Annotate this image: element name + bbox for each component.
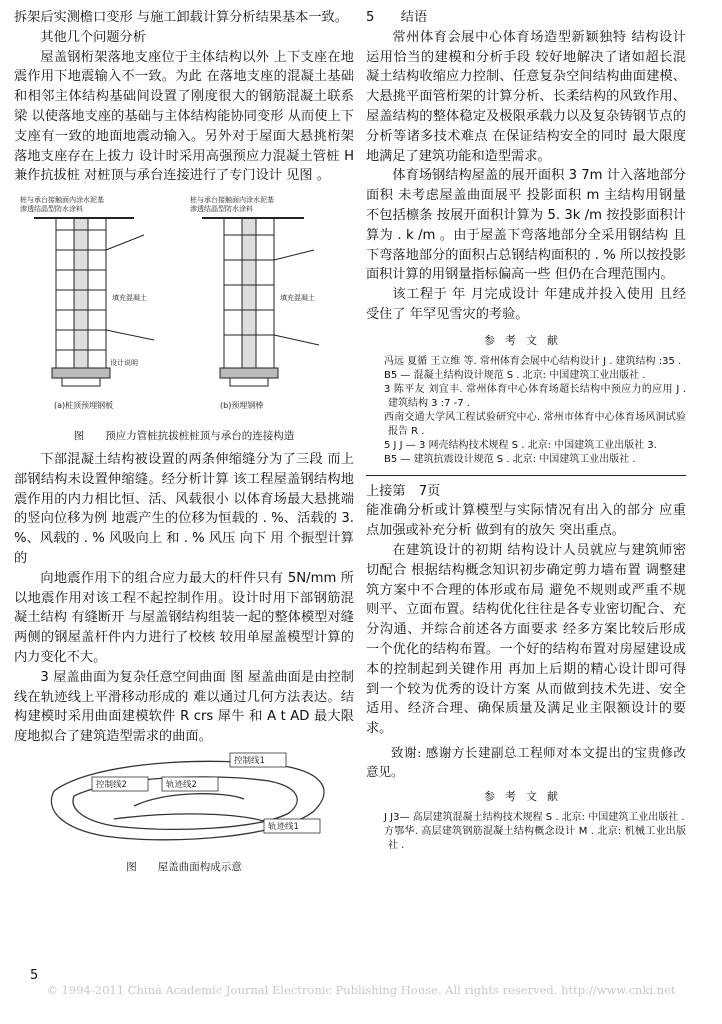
copyright-footer: © 1994-2011 China Academic Journal Electronic Publishing House. All rights reserved. http://www.cnki.net — [46, 983, 676, 997]
figure-roof-surface — [14, 751, 354, 858]
figure-annotation: 填充混凝土 — [280, 294, 315, 303]
figure-annotation: 渗透结晶型防水涂料 — [20, 205, 83, 214]
paragraph: 下部混凝土结构被设置的两条伸缩缝分为了三段 而上部钢结构未设置伸缩缝。经分析计算 该工程屋盖钢结构地震作用的内力相比恒、活、风载很小 以体育场最大悬挑端的竖向位移为例 地震产生的位移为恒载的 . %、活载的 3. %、风载的 . % 风吸向上 和 . % 风压 向下 用 个振型计算的 — [14, 451, 354, 566]
figure-annotation: 桩与承台接触面内涂水泥基 — [20, 196, 104, 205]
section-heading: 其他几个问题分析 — [40, 29, 146, 45]
figure-caption: 图 屋盖曲面构成示意 — [126, 860, 242, 873]
paragraph: 拆架后实测檐口变形 与施工卸载计算分析结果基本一致。 — [14, 10, 348, 25]
references-heading: 参考文献 — [484, 333, 568, 347]
reference-item: B5 — 建筑抗震设计规范 S . 北京: 中国建筑工业出版社 . — [384, 453, 636, 465]
figure-pile-cap-connection — [14, 190, 354, 427]
right-column — [366, 8, 686, 853]
paragraph: 常州体育会展中心体育场造型新颖独特 结构设计运用恰当的建模和分析手段 较好地解决了诸如超长混凝土结构收缩应力控制、任意复杂空间结构曲面建模、大悬挑平面管桁架的计算分析、长柔结构的风致作用、屋盖结构的整体稳定及极限承载力以及复杂铸钢节点的分析等诸多技术难点 在保证结构安全的同时 最大限度地满足了建筑功能和造型需求。 — [366, 29, 686, 164]
paragraph: 能准确分析或计算模型与实际情况有出入的部分 应重点加强或补充分析 做到有的放矢 突出重点。 — [366, 503, 686, 539]
paragraph: 3 屋盖曲面为复杂任意空间曲面 图 屋盖曲面是由控制线在轨迹线上平滑移动形成的 难以通过几何方法表达。结构建模时采用曲面建模软件 R crs 犀牛 和 A t AD 最大限度地拟合了建筑造型需求的曲面。 — [14, 669, 354, 745]
acknowledgement: 致谢: 感谢方长建副总工程师对本文提出的宝贵修改意见。 — [366, 744, 686, 779]
reference-item: 方鄂华. 高层建筑钢筋混凝土结构概念设计 M . 北京: 机械工业出版社 . — [384, 825, 686, 851]
page-number: 5 — [30, 968, 39, 983]
divider — [366, 475, 686, 476]
trajectory-line-1-label: 轨迹线1 — [268, 821, 299, 832]
figure-annotation: 渗透结晶型防水涂料 — [190, 205, 253, 214]
paragraph: 在建筑设计的初期 结构设计人员就应与建筑师密切配合 根据结构概念知识初步确定剪力墙布置 调整建筑方案中不合理的体形或布局 避免不规则或严重不规则平、立面布置。结构优化往往是各专业密切配合、充分沟通、并综合前述各方面要求 经多方案比较后形成一个优化的结构布置。一个好的结构布置对房屋建设成本的控制起到关键作用 再加上后期的精心设计即可得到一个较为优秀的设计方案 从而做到技术先进、安全适用、经济合理、确保质量及满足业主限额设计的要求。 — [366, 542, 686, 737]
figure-caption: 图 预应力管桩抗拔桩桩顶与承台的连接构造 — [73, 429, 295, 442]
roof-surface-drawing — [14, 751, 354, 851]
control-line-1-label: 控制线1 — [234, 755, 265, 766]
trajectory-line-2-label: 轨迹线2 — [166, 779, 197, 790]
paragraph: 该工程于 年 月完成设计 年建成并投入使用 且经受住了 年罕见雪灾的考验。 — [366, 287, 686, 322]
reference-item: 西南交通大学风工程试验研究中心. 常州市体育中心体育场风洞试验报告 R . — [384, 411, 686, 437]
reference-item: B5 — 混凝土结构设计规范 S . 北京: 中国建筑工业出版社 . — [384, 369, 646, 381]
reference-item: 3 陈平友 刘宜丰. 常州体育中心体育场超长结构中预应力的应用 J . 建筑结构 3 :7 -7 . — [384, 383, 686, 409]
reference-item: 冯远 夏循 王立维 等. 常州体育会展中心结构设计 J . 建筑结构 :35 . — [384, 355, 682, 367]
paragraph: 向地震作用下的组合应力最大的杆件只有 5N/mm 所以地震作用对该工程不起控制作用。设计时用下部钢筋混凝土结构 有缝断开 与屋盖钢结构组装一起的整体模型对缝两侧的钢屋盖杆件内力进行了校核 较用单屋盖模型计算的内力变化不大。 — [14, 570, 354, 665]
paragraph: 体育场钢结构屋盖的展开面积 3 7m 计入落地部分面积 未考虑屋盖曲面展平 投影面积 m 主结构用钢量 不包括檩条 按展开面积计算为 5. 3k /m 按投影面积计算为 . k /m 。由于屋盖下弯落地部分全采用钢结构 且下弯落地部分的面积占总钢结构面积的 . % 所以按投影面积计算的用钢量指标偏高一些 但仍在合理范围内。 — [366, 168, 686, 283]
references-heading: 参考文献 — [484, 789, 568, 803]
paragraph: 屋盖钢桁架落地支座位于主体结构以外 上下支座在地震作用下地震输入不一致。为此 在落地支座的混凝土基础和相邻主体结构基础间设置了刚度很大的钢筋混凝土联系梁 以使落地支座的基础与主体结构能协同变形 从而使上下支座有一致的地面地震动输入。另外对于屋面大悬挑桁架 落地支座存在上拔力 设计时采用高强预应力混凝土管桩 H 兼作抗拔桩 对桩顶与承台连接进行了专门设计 见图 。 — [14, 49, 354, 184]
figure-annotation: 填充混凝土 — [112, 294, 147, 303]
control-line-2-label: 控制线2 — [96, 779, 127, 790]
figure-annotation: 设计说明 — [110, 359, 138, 368]
figure-annotation: 桩与承台接触面内涂水泥基 — [190, 196, 274, 205]
figure-sublabel-b: (b)预埋钢棒 — [220, 401, 264, 411]
figure-sublabel-a: (a)桩顶预埋钢板 — [54, 401, 114, 411]
reference-item: 5 J J — 3 网壳结构技术规程 S . 北京: 中国建筑工业出版社 3. — [384, 439, 657, 451]
continuation-note: 上接第 7页 — [366, 483, 441, 499]
pile-cap-drawing — [14, 190, 354, 420]
reference-item: J J3— 高层建筑混凝土结构技术规程 S . 北京: 中国建筑工业出版社 . — [384, 811, 685, 823]
left-column — [14, 8, 354, 881]
section-heading: 5 结语 — [366, 10, 428, 25]
